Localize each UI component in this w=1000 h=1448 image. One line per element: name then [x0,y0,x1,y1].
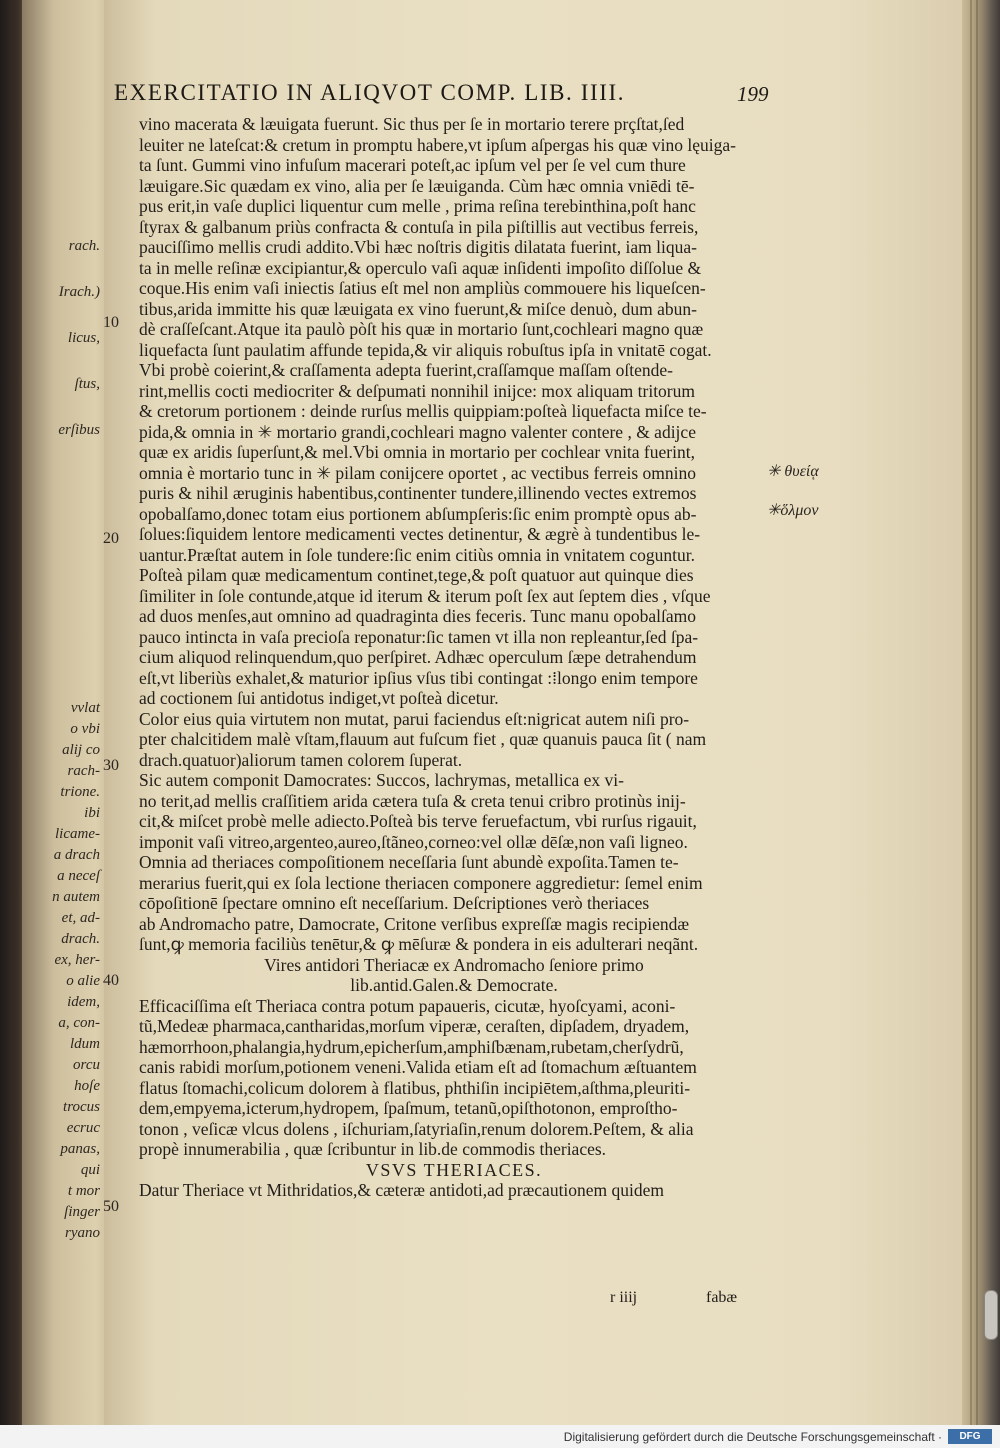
previous-page-fragment: n autem [52,889,100,905]
previous-page-fragment: qui [80,1162,100,1178]
funding-note: Digitalisierung gefördert durch die Deutsche Forschungsgemeinschaft · [563,1430,942,1444]
previous-page-fragment: ſtus, [74,376,100,392]
text-line: flatus ſtomachi,colicum dolorem à flatibus, phthiſin incipiētem,aſthma,pleuriti- [139,1077,691,1098]
text-line: drach.quatuor)aliorum tamen colorem ſuperat. [139,749,463,770]
text-line: ſtyrax & galbanum priùs confracta & contuſa in pila piſtillis aut vectibus ferreis, [139,216,699,237]
previous-page-fragment: panas, [60,1141,100,1157]
text-line: Poſteà pilam quæ medicamentum continet,tege,& poſt quatuor aut quinque dies [139,565,694,585]
line-number: 40 [103,972,119,989]
text-line: ta in melle reſinæ excipiantur,& operculo vaſi aquæ inſidenti impoſito diſſolue & [139,257,702,278]
text-line: rint,mellis cocti mediocriter & deſpumati nonnihil inijce: mox aliquam tritorum [139,380,695,401]
text-line: quæ ex aridis ſuperſunt,& mel.Vbi omnia in mortario per cochlear vnita fuerint, [139,442,695,462]
text-line: Datur Theriace vt Mithridatios,& cæteræ antidoti,ad præcautionem quidem [139,1180,665,1200]
line-number: 10 [103,314,119,331]
previous-page-fragment: ibi [84,805,100,821]
previous-page-fragment: ex, her- [54,952,100,968]
dfg-logo: DFG [948,1429,992,1444]
text-line: ab Andromacho patre, Damocrate, Critone verſibus expreſſæ magis recipiendæ [139,913,690,934]
section-heading: VSVS THERIACES. [365,1159,543,1180]
previous-page-fragment: vvlat [70,700,100,716]
previous-page-fragment: licame- [55,826,100,842]
text-line: Color eius quia virtutem non mutat, parui faciendus eſt:nigricat autem niſi pro- [139,708,690,729]
previous-page-fragment: trione. [60,784,100,800]
text-line: læuigare.Sic quædam ex vino, alia per ſe læuiganda. Cùm hæc omnia vniēdi tē- [139,175,695,196]
previous-page-fragment: licus, [67,330,100,346]
page-edge-line [970,0,972,1425]
previous-page-fragment: a, con- [58,1015,100,1031]
previous-page-fragment: et, ad- [61,910,100,926]
text-line: pus erit,in vaſe duplici liquentur cum melle , prima reſina terebinthina,poſt hanc [139,196,696,216]
previous-page-fragment: o vbi [70,721,100,737]
text-line: tonon , veſicæ vlcus dolens , iſchuriam,ſatyriaſin,renum dolorem.Peſtem, & alia [139,1118,694,1139]
catchword: fabæ [706,1289,738,1306]
page-edge-line [976,0,978,1425]
previous-page-fragment: rach- [67,763,100,779]
text-line: Omnia ad theriaces compoſitionem neceſſaria ſunt abundè expoſita.Tamen te- [139,852,679,872]
previous-page-fragment: trocus [63,1099,100,1115]
text-line: cit,& miſcet probè melle adiecto.Poſteà bis terve feruefactum, vbi rurſus rigauit, [139,811,697,831]
previous-page-fragment: erſibus [58,422,100,438]
previous-page-fragment: idem, [67,994,100,1010]
text-line: pida,& omnia in ✳ mortario grandi,cochleari magno valenter contere , & adijce [139,421,696,442]
text-line: Vbi probè coierint,& craſſamenta adepta fuerint,craſſamque maſſam oſtende- [139,360,674,380]
text-line: hæmorrhoon,phalangia,hydrum,epicherſum,amphiſbænam,rubetam,cherſydrũ, [139,1036,684,1057]
main-text-block [139,114,769,1201]
text-line: & cretorum portionem : deinde rurſus mellis quippiam:poſteà liquefacta miſce te- [139,401,707,421]
previous-page-fragment: ſinger [64,1204,100,1220]
previous-page-fragment: hoſe [74,1078,100,1094]
previous-page-fragment: ryano [65,1225,100,1241]
text-line: dè craſſeſcant.Atque ita paulò pòſt his quæ in mortario ſunt,cochleari magno quæ [139,319,704,339]
text-line: omnia è mortario tunc in ✳ pilam conijcere oportet , ac vectibus ferreis omnino [139,462,696,483]
text-line: canis rabidi morſum,potionem veneni.Valida etiam eſt ad ſtomachum æſtuantem [139,1057,697,1077]
line-number: 20 [103,530,119,547]
text-line: dem,empyema,icterum,hydropem, ſpaſmum, tetanũ,opiſthotonon, emproſtho- [139,1098,678,1118]
text-line: opobalſamo,donec totam eius portionem abſumpſeris:ſic enim promptè opus ab- [139,503,697,524]
previous-page-fragment: o alie [66,973,100,989]
previous-page-fragment: ldum [70,1036,100,1052]
previous-page-fragment: orcu [73,1057,100,1073]
text-line: ſimiliter in ſole contunde,atque id iterum & iterum poſt ſex aut ſeptem dies , vſque [139,585,711,606]
subheading-line: Vires antidori Theriacæ ex Andromacho ſeniore primo [264,954,644,975]
previous-page-fragment: alij co [62,742,100,758]
text-line: coque.His enim vaſi iniectis ſatius eſt mel non ampliùs commouere his liqueſcen- [139,278,706,298]
previous-page-fragment: t mor [67,1183,100,1199]
margin-note: ✳ὅλμον [767,502,819,519]
text-line: tũ,Medeæ pharmaca,cantharidas,morſum viperæ, ceraſten, dipſadem, dryadem, [139,1016,690,1036]
text-line: leuiter ne lateſcat:& cretum in promptu habere,vt ipſum aſpergas his quæ vino lęuiga- [139,134,736,155]
text-line: pauco intincta in vaſa precioſa reponatur:ſic tamen vt illa non repleantur,ſed ſpa- [139,626,699,647]
text-line: propè innumerabilia , quæ ſcribuntur in lib.de commodis theriaces. [139,1139,607,1159]
text-line: Efficaciſſima eſt Theriaca contra potum papaueris, cicutæ, hyoſcyami, aconi- [139,995,676,1016]
text-line: uantur.Præſtat autem in ſole tundere:ſic enim citiùs omnia in vnitatem coguntur. [139,544,696,565]
text-line: pter chalcitidem malè vſtam,flauum aut fuſcum fiet , quæ quanuis pauca ſit ( nam [139,729,707,749]
text-line: ſolues:ſiquidem lentore medicamenti vectes detinentur, & ægrè à tundentibus le- [139,524,701,544]
previous-page-fragment: rach. [68,238,100,254]
text-line: eſt,vt liberiùs exhalet,& maturior ipſius vſus tibi contingat :⁞longo enim tempore [139,667,698,688]
subheading-line: lib.antid.Galen.& Democrate. [350,975,558,995]
previous-page-fragment: drach. [61,931,100,947]
text-line: ad coctionem ſui antidotus indiget,vt poſteà dicetur. [139,688,499,708]
text-line: ad duos menſes,aut omnino ad quadraginta dies feceris. Tunc manu opobalſamo [139,606,696,626]
signature-mark: r iiij [610,1289,638,1306]
page-edge-stack [962,0,1000,1425]
text-line: puris & nihil æruginis habentibus,continenter tundere,illinendo vectes extremos [139,483,697,503]
text-line: pauciſſimo mellis crudi addito.Vbi hæc noſtris digitis dilatata fuerint, iam liqua- [139,237,697,257]
text-line: ſunt,ꝙ memoria faciliùs tenētur,& ꝙ mēſuræ & pondera in eis adulterari neqãnt. [139,934,699,954]
margin-note: ✳ θυείᾳ [767,463,819,480]
previous-page-fragment: a neceſ [57,868,100,884]
previous-page-fragment: a drach [53,847,100,863]
page-clip [984,1290,998,1340]
text-line: tibus,arida immitte his quæ læuigata ex vino fuerunt,& miſce denuò, dum abun- [139,298,697,319]
running-title: EXERCITATIO IN ALIQVOT COMP. LIB. IIII. [114,80,626,105]
text-line: imponit vaſi vitreo,argenteo,aureo,ſtãneo,corneo:vel ollæ dēſæ,non vaſi ligneo. [139,831,688,852]
page-number: 199 [737,82,769,106]
text-line: Sic autem componit Damocrates: Succos, lachrymas, metallica ex vi- [139,770,624,790]
text-line: no terit,ad mellis craſſitiem arida cætera tuſa & creta tenui cribro protinùs inij- [139,790,686,811]
text-line: ta ſunt. Gummi vino infuſum macerari poteſt,ac ipſum vel per ſe vel cum thure [139,155,686,175]
line-number: 30 [103,757,119,774]
line-number: 50 [103,1198,119,1215]
text-line: liquefacta ſunt paulatim affunde tepida,& vir aliquis robuſtus ipſa in vnitatē cogat. [139,339,712,360]
text-line: merarius fuerit,qui ex ſola lectione theriacen componere aggredietur: ſemel enim [139,872,703,893]
text-line: vino macerata & læuigata fuerunt. Sic thus per ſe in mortario terere prçſtat,ſed [139,114,685,134]
text-line: cōpoſitionē ſpectare omnino eſt neceſſarium. Deſcriptiones verò theriaces [139,893,650,913]
text-line: cium aliquod relinquendum,quo perſpiret. Adhæc operculum ſæpe detrahendum [139,647,697,667]
previous-page-fragment: Irach.) [58,284,100,300]
previous-page-fragment: ecruc [66,1120,100,1136]
